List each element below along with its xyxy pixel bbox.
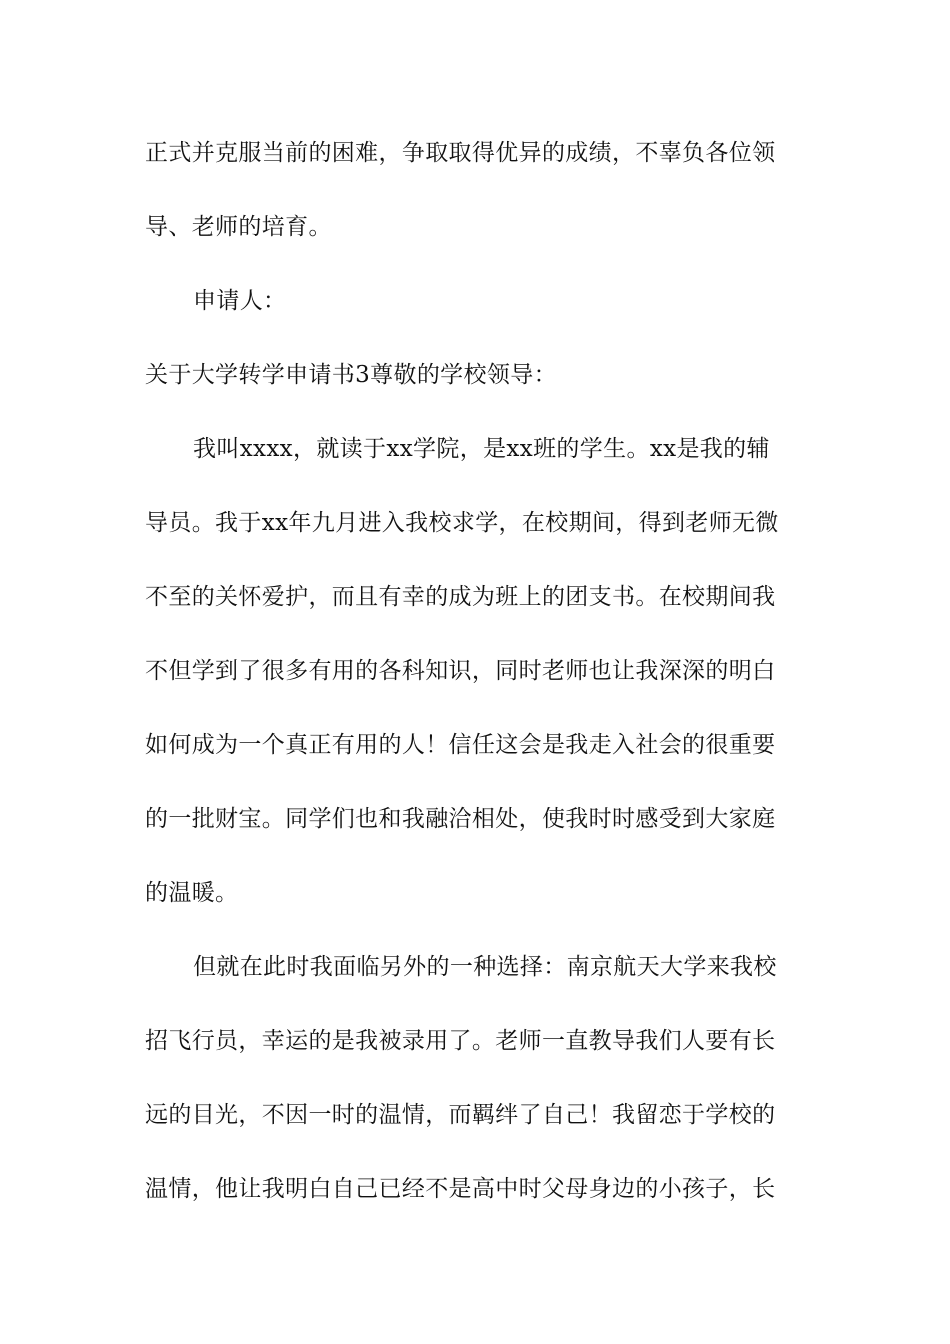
text-line: 招飞行员，幸运的是我被录用了。老师一直教导我们人要有长 <box>145 1028 776 1054</box>
text-line: 导、老师的培育。 <box>145 214 332 240</box>
text-line: 远的目光，不因一时的温情，而羁绊了自己！我留恋于学校的 <box>145 1102 776 1128</box>
letter-heading: 关于大学转学申请书3尊敬的学校领导： <box>145 362 557 388</box>
text-line: 温情，他让我明白自己已经不是高中时父母身边的小孩子，长 <box>145 1176 776 1202</box>
text-line: 的温暖。 <box>145 880 239 906</box>
text-line: 的一批财宝。同学们也和我融洽相处，使我时时感受到大家庭 <box>145 806 776 832</box>
text-line: 正式并克服当前的困难，争取取得优异的成绩，不辜负各位领 <box>145 140 776 166</box>
paragraph-start: 但就在此时我面临另外的一种选择：南京航天大学来我校 <box>193 954 777 980</box>
text-line: 不但学到了很多有用的各科知识，同时老师也让我深深的明白 <box>145 658 776 684</box>
text-line: 如何成为一个真正有用的人！信任这会是我走入社会的很重要 <box>145 732 776 758</box>
signature-label: 申请人： <box>193 288 287 314</box>
paragraph-start: 我叫xxxx，就读于xx学院，是xx班的学生。xx是我的辅 <box>193 436 770 462</box>
text-line: 导员。我于xx年九月进入我校求学，在校期间，得到老师无微 <box>145 510 779 536</box>
text-line: 不至的关怀爱护，而且有幸的成为班上的团支书。在校期间我 <box>145 584 776 610</box>
